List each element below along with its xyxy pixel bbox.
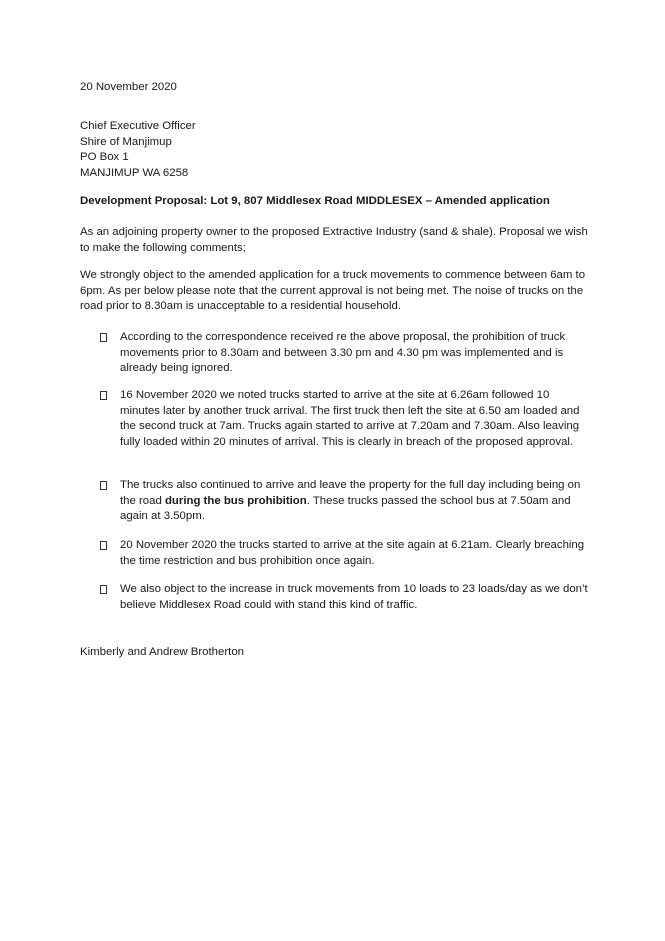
list-item-text: 20 November 2020 the trucks started to arrive at the site again at 6.21am. Clearly breaching the time restriction and bus prohibition once again. [120,539,585,567]
recipient-line-2: Shire of Manjimup [80,135,172,148]
list-item-bold-text: during the bus prohibition [164,494,307,507]
list-item-text-start: The trucks also continued to arrive and leave the property for the full day including being on the road [120,479,581,507]
signature-line: Kimberly and Andrew Brotherton [80,646,244,658]
list-item [80,582,590,613]
subject-heading: Development Proposal: Lot 9, 807 Middlesex Road MIDDLESEX – Amended application [80,195,550,207]
list-item-text: We also object to the increase in truck movements from 10 loads to 23 loads/day as we don’t believe Middlesex Road could with stand this kind of traffic. [120,583,588,611]
list-item-text: According to the correspondence received re the above proposal, the prohibition of truck movements prior to 8.30am and between 3.30 pm and 4.30 pm was implemented and is already being ignored. [120,331,566,375]
bullet-box-icon [100,481,107,490]
list-item-text: 16 November 2020 we noted trucks started to arrive at the site at 6.26am followed 10 minutes later by another truck arrival. The first truck then left the site at 6.50 am loaded and the second truck at 7am. Trucks again started to arrive at 7.20am and 7.30am. Also leaving fully loaded within 20 minutes of arrival. This is clearly in breach of the proposed approval. [120,389,580,448]
bullet-box-icon [100,391,107,400]
bullet-box-icon [100,333,107,342]
list-item [80,478,590,525]
list-item [80,388,590,450]
letter-date: 20 November 2020 [80,81,177,93]
recipient-line-4: MANJIMUP WA 6258 [80,166,189,179]
recipient-line-3: PO Box 1 [80,151,129,164]
list-item-text-end: . These trucks passed the school bus at 7.50am and again at 3.50pm. [120,494,571,523]
recipient-address [80,119,196,181]
bullet-box-icon [100,541,107,550]
bullet-box-icon [100,585,107,594]
recipient-line-1: Chief Executive Officer [80,120,196,132]
objection-paragraph: We strongly object to the amended application for a truck movements to commence between 6am to 6pm. As per below please note that the current approval is not being met. The noise of trucks on the road prior to 8.30am is unacceptable to a residential household. [80,269,586,313]
list-item [80,330,590,377]
list-item [80,538,590,569]
intro-paragraph: As an adjoining property owner to the proposed Extractive Industry (sand & shale). Proposal we wish to make the following comments; [80,226,588,254]
